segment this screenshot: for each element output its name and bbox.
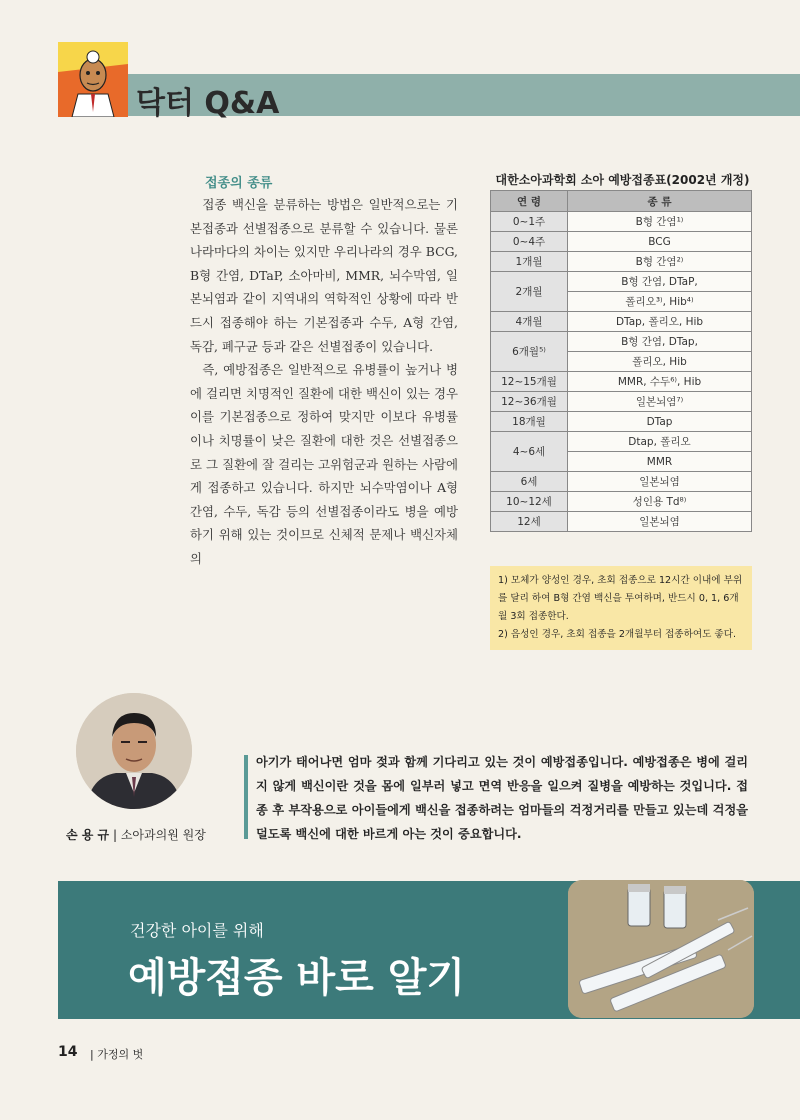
age-cell: 1개월	[491, 252, 568, 272]
author-portrait-icon	[76, 693, 192, 809]
vaccine-cell: B형 간염²⁾	[568, 252, 752, 272]
age-cell: 2개월	[491, 272, 568, 312]
intro-accent-bar	[244, 755, 248, 839]
vaccine-cell: DTap	[568, 412, 752, 432]
table-header-row	[491, 191, 752, 212]
age-cell: 12~15개월	[491, 372, 568, 392]
vaccine-cell: BCG	[568, 232, 752, 252]
author-credit	[66, 826, 206, 843]
author-photo	[76, 693, 192, 809]
table-row	[491, 392, 752, 412]
footnote: 2) 음성인 경우, 초회 접종을 2개월부터 접종하여도 좋다.	[498, 629, 737, 640]
table-row	[491, 332, 752, 352]
vaccine-cell: 일본뇌염⁷⁾	[568, 392, 752, 412]
page-number: 14	[58, 1044, 78, 1060]
vaccine-cell: MMR, 수두⁶⁾, Hib	[568, 372, 752, 392]
age-cell: 12~36개월	[491, 392, 568, 412]
table-title: 대한소아과학회 소아 예방접종표(2002년 개정)	[495, 173, 750, 187]
vaccine-cell: Dtap, 폴리오	[568, 432, 752, 452]
table-row	[491, 232, 752, 252]
vaccine-cell: DTap, 폴리오, Hib	[568, 312, 752, 332]
table-row	[491, 312, 752, 332]
table-row	[491, 512, 752, 532]
vaccine-cell: MMR	[568, 452, 752, 472]
vaccine-cell: B형 간염¹⁾	[568, 212, 752, 232]
vaccination-schedule-table	[490, 190, 752, 532]
article-paragraph: 즉, 예방접종은 일반적으로 유병률이 높거나 병에 걸리면 치명적인 질환에 대한 백신이 있는 경우 이를 기본접종으로 정하여 맞지만 이보다 유병률이나 치명률이 낮은 질환에 대한 것은 선별접종으로 그 질환에 잘 걸리는 고위험군과 원하는 사람에게 접종하고 있습니다. 하지만 뇌수막염이나 A형 간염, 수두, 독감 등의 선별접종이라도 병을 예방하기 위해 있는 것이므로 신체적 문제나 백신자체의	[190, 362, 458, 566]
vaccine-syringe-photo	[568, 880, 754, 1018]
banner-subtitle: 건강한 아이를 위해	[130, 921, 264, 940]
author-separator: |	[112, 828, 118, 842]
author-title: 소아과의원 원장	[120, 828, 206, 842]
footnote: 1) 모체가 양성인 경우, 초회 접종으로 12시간 이내에 부위를 달리 하여 B형 간염 백신을 투여하며, 반드시 0, 1, 6개월 3회 접종한다.	[498, 575, 743, 622]
vaccine-cell: 일본뇌염	[568, 472, 752, 492]
vaccine-cell: 일본뇌염	[568, 512, 752, 532]
table-row	[491, 252, 752, 272]
banner-title: 예방접종 바로 알기	[128, 954, 465, 1001]
table-row	[491, 472, 752, 492]
age-cell: 12세	[491, 512, 568, 532]
age-cell: 4개월	[491, 312, 568, 332]
table-row	[491, 372, 752, 392]
doctor-illustration-icon	[58, 42, 128, 117]
table-footnotes	[490, 566, 752, 650]
table-row	[491, 212, 752, 232]
vaccine-cell: B형 간염, DTaP,	[568, 272, 752, 292]
age-cell: 10~12세	[491, 492, 568, 512]
column-header-age: 연 령	[491, 191, 568, 212]
age-cell: 0~1주	[491, 212, 568, 232]
author-name: 손 용 규	[66, 828, 110, 842]
age-cell: 4~6세	[491, 432, 568, 472]
syringe-icon	[568, 880, 754, 1018]
vaccine-cell: B형 간염, DTap,	[568, 332, 752, 352]
article-intro: 아기가 태어나면 엄마 젖과 함께 기다리고 있는 것이 예방접종입니다. 예방접종은 병에 걸리지 않게 백신이란 것을 몸에 일부러 넣고 면역 반응을 일으켜 질병을 예방하는 것입니다. 접종 후 부작용으로 아이들에게 백신을 접종하려는 엄마들의 걱정거리를 만들고 있는데 걱정을 덜도록 백신에 대한 바르게 아는 것이 중요합니다.	[256, 755, 748, 841]
article-body	[190, 193, 458, 571]
section-heading: 접종의 종류	[205, 176, 273, 191]
age-cell: 6세	[491, 472, 568, 492]
vaccine-cell: 성인용 Td⁸⁾	[568, 492, 752, 512]
vaccine-cell: 폴리오³⁾, Hib⁴⁾	[568, 292, 752, 312]
article-paragraph: 접종 백신을 분류하는 방법은 일반적으로는 기본접종과 선별접종으로 분류할 수 있습니다. 물론 나라마다의 차이는 있지만 우리나라의 경우 BCG, B형 간염, DTaP, 소아마비, MMR, 뇌수막염, 일본뇌염과 같이 지역내의 역학적인 상황에 따라 반드시 접종해야 하는 기본접종과 수두, A형 간염, 독감, 폐구균 등과 같은 선별접종이 있습니다.	[190, 197, 458, 354]
page-title: 닥터 Q&A	[136, 86, 280, 121]
magazine-name	[90, 1046, 143, 1062]
age-cell: 0~4주	[491, 232, 568, 252]
table-row	[491, 412, 752, 432]
table-row	[491, 492, 752, 512]
footer-separator: |	[90, 1048, 94, 1061]
vaccine-cell: 폴리오, Hib	[568, 352, 752, 372]
age-cell: 18개월	[491, 412, 568, 432]
age-cell: 6개월⁵⁾	[491, 332, 568, 372]
table-row	[491, 432, 752, 452]
table-row	[491, 272, 752, 292]
doctor-cartoon-logo	[58, 42, 128, 117]
magazine-title: 가정의 벗	[97, 1048, 144, 1061]
column-header-vaccine: 종 류	[568, 191, 752, 212]
